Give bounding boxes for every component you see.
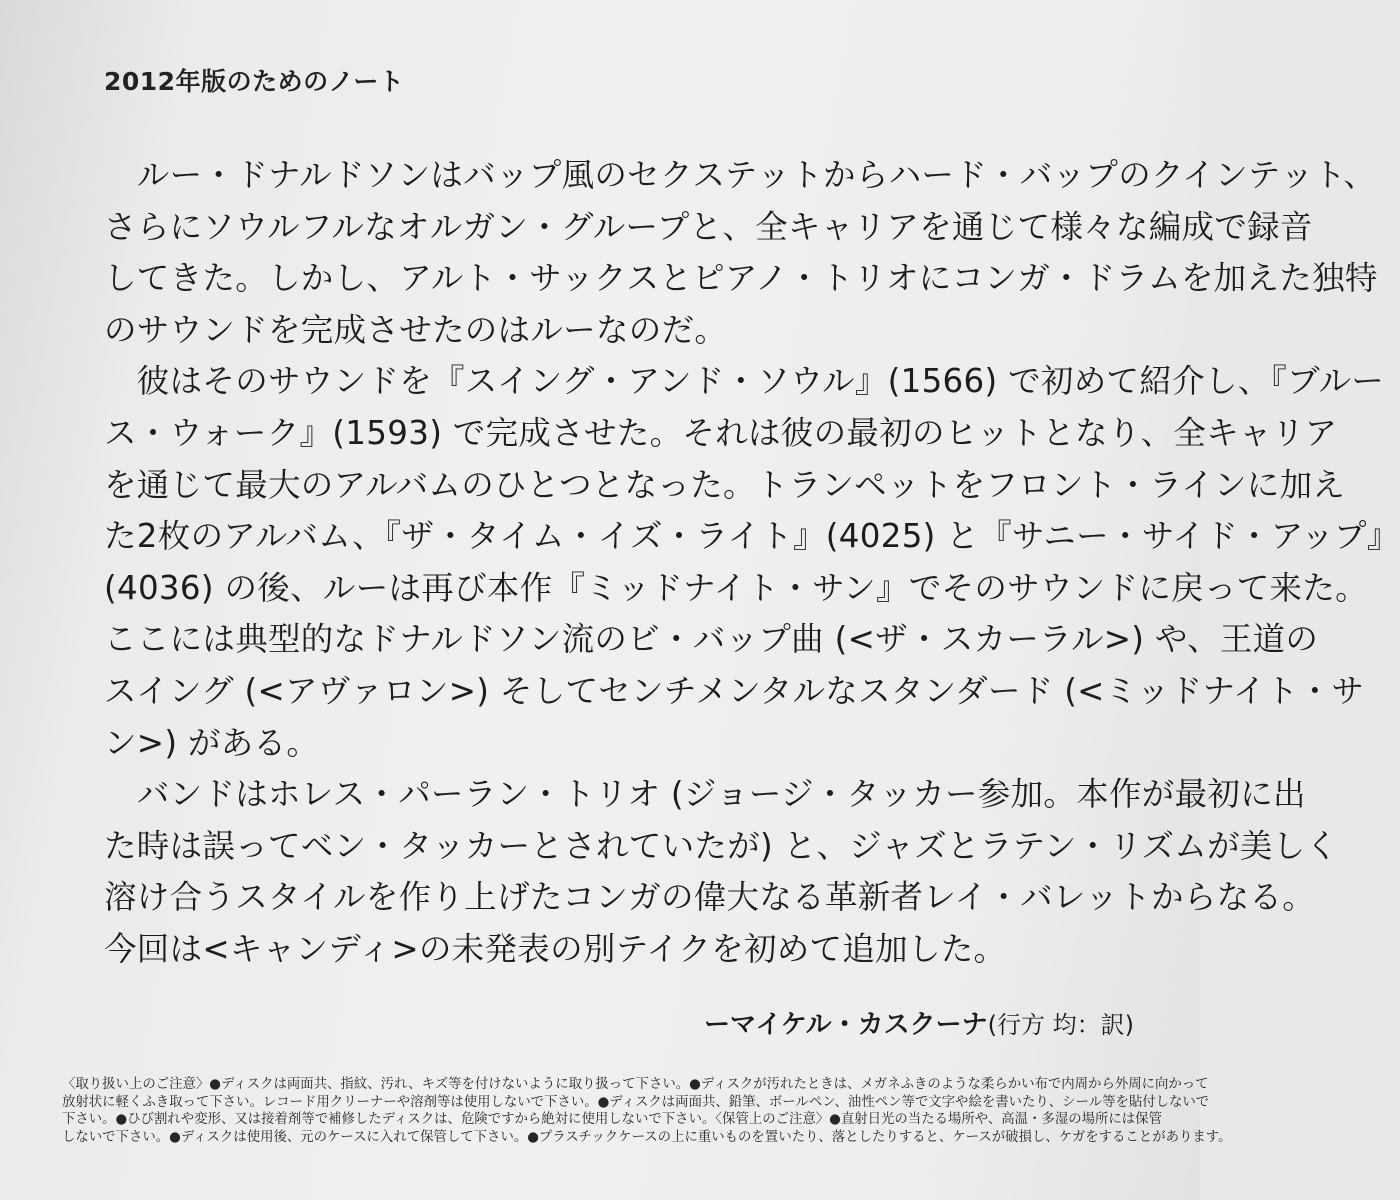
body-line: を通じて最大のアルバムのひとつとなった。トランペットをフロント・ラインに加え — [104, 465, 1346, 504]
body-line: た時は誤ってベン・タッカーとされていたが) と、ジャズとラテン・リズムが美しく — [104, 826, 1339, 865]
notes-body — [104, 150, 1400, 976]
caution-line: 放射状に軽くふき取って下さい。レコード用クリーナーや溶剤等は使用しないで下さい。●ディスクは両面共、鉛筆、ボールペン、油性ペン等で文字や絵を書いたり、シール等を貼付しないで — [62, 1094, 1210, 1110]
author-name: ーマイケル・カスクーナ — [703, 1010, 988, 1040]
body-line: さらにソウルフルなオルガン・グループと、全キャリアを通じて様々な編成で録音 — [104, 207, 1313, 246]
caution-line: 〈取り扱い上のご注意〉●ディスクは両面共、指紋、汚れ、キズ等を付けないように取り扱って下さい。●ディスクが汚れたときは、メガネふきのような柔らかい布で内周から外周に向かって — [62, 1077, 1209, 1092]
body-line: ン>) がある。 — [104, 723, 320, 762]
body-line: 今回は<キャンディ>の未発表の別テイクを初めて追加した。 — [104, 929, 1007, 968]
handling-caution-notes — [62, 1076, 1232, 1146]
body-line: してきた。しかし、アルト・サックスとピアノ・トリオにコンガ・ドラムを加えた独特 — [104, 259, 1378, 298]
body-line: のサウンドを完成させたのはルーなのだ。 — [104, 310, 728, 349]
body-line: ス・ウォーク』(1593) で完成させた。それは彼の最初のヒットとなり、全キャリア — [104, 413, 1338, 452]
body-line: 彼はそのサウンドを『スイング・アンド・ソウル』(1566) で初めて紹介し、『ブルー — [104, 362, 1385, 401]
page-title: 2012年版のためのノート — [104, 67, 405, 96]
body-line: 溶け合うスタイルを作り上げたコンガの偉大なる革新者レイ・バレットからなる。 — [104, 878, 1316, 917]
translator-credit: (行方 均：訳) — [987, 1011, 1134, 1039]
body-line: た2枚のアルバム、『ザ・タイム・イズ・ライト』(4025) と『サニー・サイド・アップ』 — [104, 517, 1400, 556]
caution-line: しないで下さい。●ディスクは使用後、元のケースに入れて保管して下さい。●プラスチックケースの上に重いものを置いたり、落としたりすると、ケースが破損し、ケガをすることがあります。 — [62, 1129, 1232, 1145]
body-line: (4036) の後、ルーは再び本作『ミッドナイト・サン』でそのサウンドに戻って来た。 — [104, 568, 1368, 607]
caution-line: 下さい。●ひび割れや変形、又は接着剤等で補修したディスクは、危険ですから絶対に使用しないで下さい。〈保管上のご注意〉●直射日光の当たる場所や、高温・多湿の場所には保管 — [62, 1112, 1162, 1128]
body-line: ここには典型的なドナルドソン流のビ・バップ曲 (<ザ・スカーラル>) や、王道の — [104, 620, 1319, 659]
body-line: ルー・ドナルドソンはバップ風のセクステットからハード・バップのクインテット、 — [104, 156, 1377, 194]
author-signature — [704, 1004, 1134, 1041]
body-line: スイング (<アヴァロン>) そしてセンチメンタルなスタンダード (<ミッドナイト・サ — [104, 671, 1365, 710]
body-line: バンドはホレス・パーラン・トリオ (ジョージ・タッカー参加。本作が最初に出 — [104, 775, 1306, 814]
